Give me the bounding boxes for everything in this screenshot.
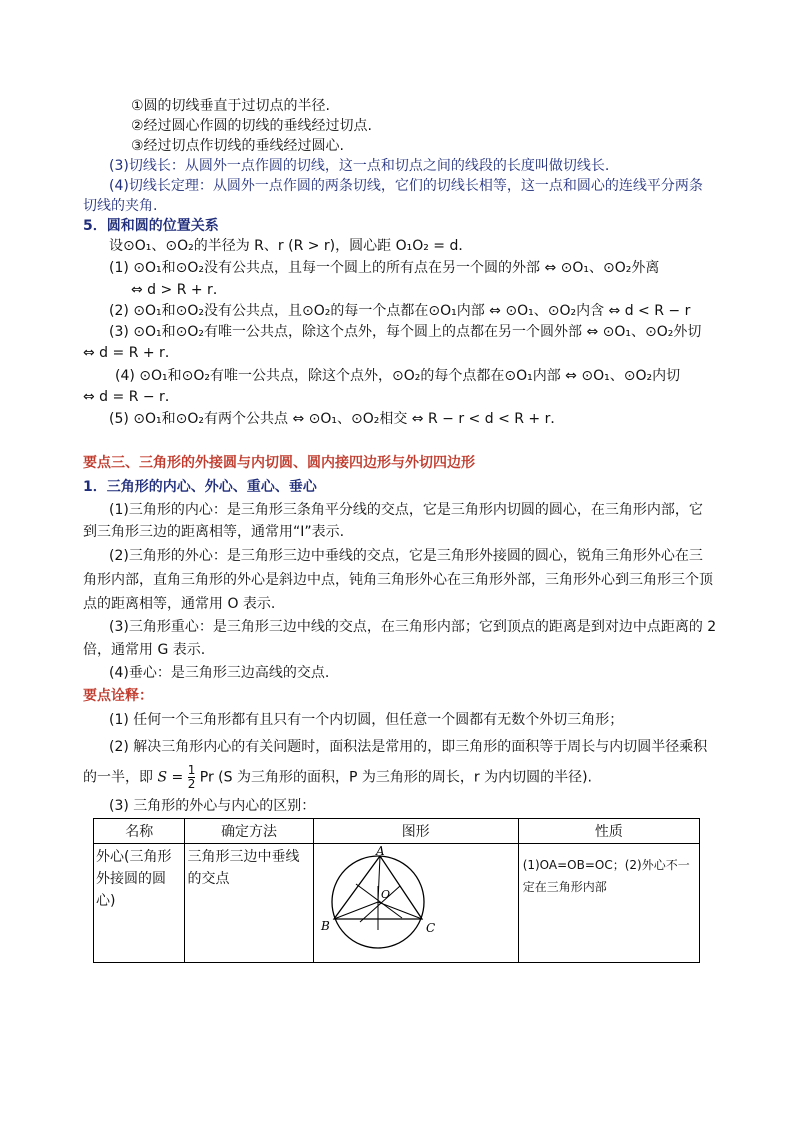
incenter-line1: (1)三角形的内心：是三角形三条角平分线的交点，它是三角形内切圆的圆心，在三角形内部，它 [109,502,703,518]
note-2-line2 [83,764,592,791]
table-header-row [94,819,700,844]
note-2-suffix: Pr (S 为三角形的面积，P 为三角形的周长，r 为内切圆的半径). [199,769,592,786]
circle-relation-4b: ⇔ d = R − r． [83,389,179,405]
area-formula-lhs: S = [157,769,184,786]
keypoint3-title: 要点三、三角形的外接圆与内切圆、圆内接四边形与外切四边形 [83,455,475,471]
fraction-denominator: 2 [187,777,196,791]
circle-relation-2: (2) ⊙O₁和⊙O₂没有公共点，且⊙O₂的每一个点都在⊙O₁内部 ⇔ ⊙O₁、⊙O₂内含 ⇔ d < R − r [109,303,691,319]
fraction-numerator: 1 [187,763,196,777]
centroid-line1: (3)三角形重心：是三角形三边中线的交点，在三角形内部；它到顶点的距离是到对边中点距离的 2 [109,619,717,635]
orthocenter-line: (4)垂心：是三角形三边高线的交点. [109,665,330,681]
tangent-property-3: ③经过切点作切线的垂线经过圆心. [131,138,345,154]
circle-relation-5: (5) ⊙O₁和⊙O₂有两个公共点 ⇔ ⊙O₁、⊙O₂相交 ⇔ R − r < d < R + r． [109,411,565,427]
cell-method: 三角形三边中垂线的交点 [185,844,313,963]
note-3: (3) 三角形的外心与内心的区别： [109,798,316,814]
centroid-line2: 倍，通常用 G 表示. [83,642,206,658]
note-2-line1: (2) 解决三角形内心的有关问题时，面积法是常用的，即三角形的面积等于周长与内切圆半径乘积 [109,739,708,755]
circle-relation-4a: (4) ⊙O₁和⊙O₂有唯一公共点，除这个点外，⊙O₂的每个点都在⊙O₁内部 ⇔ ⊙O₁、⊙O₂内切 [115,368,681,384]
label-a: A [375,846,385,858]
note-title: 要点诠释： [83,688,153,704]
tangent-length-theorem-line1: (4)切线长定理：从圆外一点作圆的两条切线，它们的切线长相等，这一点和圆心的连线平分两条 [109,178,703,194]
label-b: B [320,919,330,933]
tangent-property-2: ②经过圆心作圆的切线的垂线经过切点. [131,118,372,134]
section5-title: 5．圆和圆的位置关系 [83,218,219,234]
tangent-property-1: ①圆的切线垂直于过切点的半径. [131,98,331,114]
cell-figure [313,844,518,963]
incenter-line2: 到三角形三边的距离相等，通常用“I”表示. [83,524,345,540]
note-2-prefix: 的一半，即 [83,769,153,786]
circumcenter-line2: 角形内部，直角三角形的外心是斜边中点，钝角三角形外心在三角形外部，三角形外心到三角形三个顶 [83,572,713,588]
circumcenter-line3: 点的距离相等，通常用 O 表示. [83,596,276,612]
triangle-centers-title: 1．三角形的内心、外心、重心、垂心 [83,479,317,495]
circumcircle-figure [316,846,516,956]
header-name: 名称 [94,819,185,844]
header-property: 性质 [518,819,699,844]
circle-relation-3b: ⇔ d = R + r． [83,345,179,361]
header-figure: 图形 [313,819,518,844]
note-1: (1) 任何一个三角形都有且只有一个内切圆，但任意一个圆都有无数个外切三角形； [109,712,624,728]
cell-property: (1)OA=OB=OC；(2)外心不一定在三角形内部 [518,844,699,963]
section5-intro: 设⊙O₁、⊙O₂的半径为 R、r (R > r)，圆心距 O₁O₂ = d． [109,238,473,254]
cell-name: 外心(三角形外接圆的圆心) [94,844,185,963]
circumcenter-line1: (2)三角形的外心：是三角形三边中垂线的交点，它是三角形外接圆的圆心，锐角三角形外心在三 [109,548,703,564]
tangent-length-theorem-line2: 切线的夹角. [83,198,158,214]
table-row [94,844,700,963]
header-method: 确定方法 [185,819,313,844]
label-c: C [425,921,435,935]
label-o: O [380,888,390,901]
circle-relation-1a: (1) ⊙O₁和⊙O₂没有公共点，且每一个圆上的所有点在另一个圆的外部 ⇔ ⊙O₁、⊙O₂外离 [109,260,660,276]
circle-relation-1b: ⇔ d > R + r． [131,282,227,298]
tangent-length-def: (3)切线长：从圆外一点作圆的切线，这一点和切点之间的线段的长度叫做切线长. [109,158,610,174]
one-half-fraction [188,764,196,791]
circumcenter-incenter-table [93,818,700,963]
circle-relation-3a: (3) ⊙O₁和⊙O₂有唯一公共点，除这个点外，每个圆上的点都在另一个圆外部 ⇔ ⊙O₁、⊙O₂外切 [109,324,702,340]
